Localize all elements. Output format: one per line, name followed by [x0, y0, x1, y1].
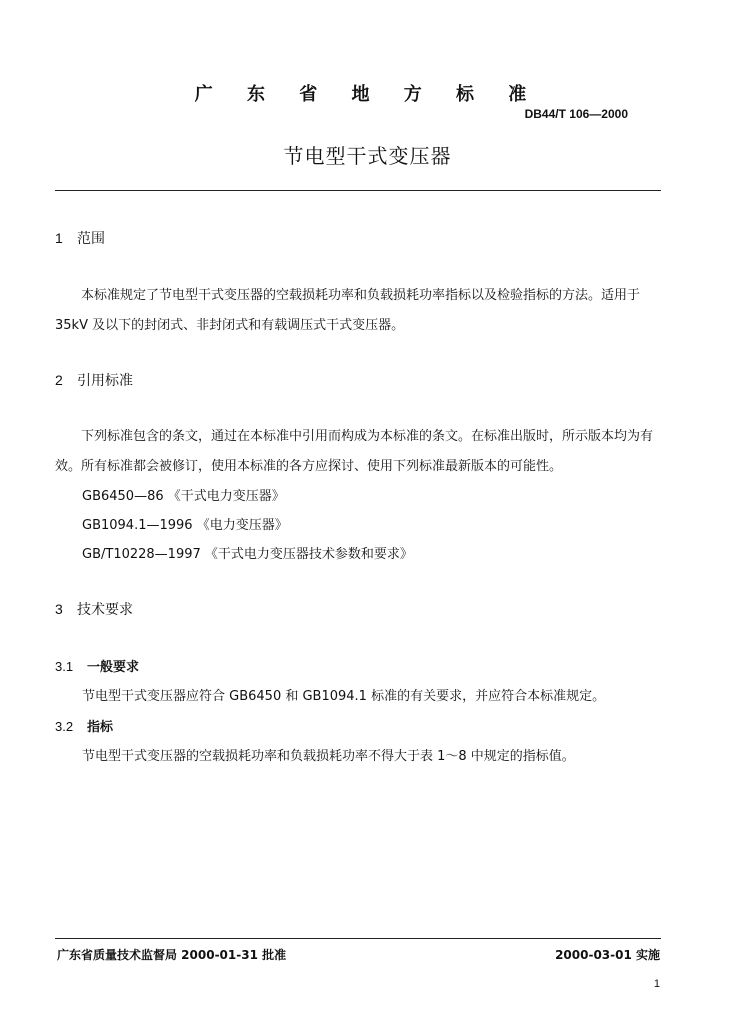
footer-divider	[55, 938, 661, 939]
section-3-heading	[55, 599, 133, 619]
reference-item: GB/T10228—1997 《干式电力变压器技术参数和要求》	[82, 547, 413, 562]
section-title: 技术要求	[77, 602, 133, 618]
section-2-heading	[55, 370, 133, 390]
subsection-title: 一般要求	[87, 660, 140, 675]
approval-note: 广东省质量技术监督局 2000-01-31 批准	[57, 948, 287, 962]
subsection-3-2-heading	[55, 716, 113, 735]
subsection-number: 3.1	[55, 659, 74, 674]
section-title: 引用标准	[77, 373, 133, 389]
standard-authority: 广 东 省 地 方 标 准	[194, 84, 541, 105]
standard-code: DB44/T 106—2000	[524, 107, 628, 121]
reference-item: GB1094.1—1996 《电力变压器》	[82, 518, 288, 533]
header-divider	[55, 190, 661, 191]
subsection-3-1-text: 节电型干式变压器应符合 GB6450 和 GB1094.1 标准的有关要求，并应符合本标准规定。	[82, 689, 606, 704]
page-number: 1	[653, 978, 660, 990]
section-number: 1	[55, 230, 63, 246]
implementation-date: 2000-03-01 实施	[555, 948, 660, 962]
section-title: 范围	[77, 231, 105, 247]
document-title: 节电型干式变压器	[283, 144, 452, 168]
subsection-3-2-text: 节电型干式变压器的空载损耗功率和负载损耗功率不得大于表 1～8 中规定的指标值。	[82, 749, 575, 764]
subsection-3-1-heading	[55, 656, 139, 675]
subsection-title: 指标	[87, 720, 114, 735]
section-1-paragraph: 本标准规定了节电型干式变压器的空载损耗功率和负载损耗功率指标以及检验指标的方法。适用于 35kV 及以下的封闭式、非封闭式和有载调压式干式变压器。	[55, 288, 641, 333]
section-number: 3	[55, 601, 63, 617]
section-1-heading	[55, 228, 105, 248]
section-2-paragraph: 下列标准包含的条文，通过在本标准中引用而构成为本标准的条文。在标准出版时，所示版本均为有效。所有标准都会被修订，使用本标准的各方应探讨、使用下列标准最新版本的可能性。	[55, 429, 654, 474]
reference-item: GB6450—86 《干式电力变压器》	[82, 489, 285, 504]
subsection-number: 3.2	[55, 719, 74, 734]
section-number: 2	[55, 372, 63, 388]
